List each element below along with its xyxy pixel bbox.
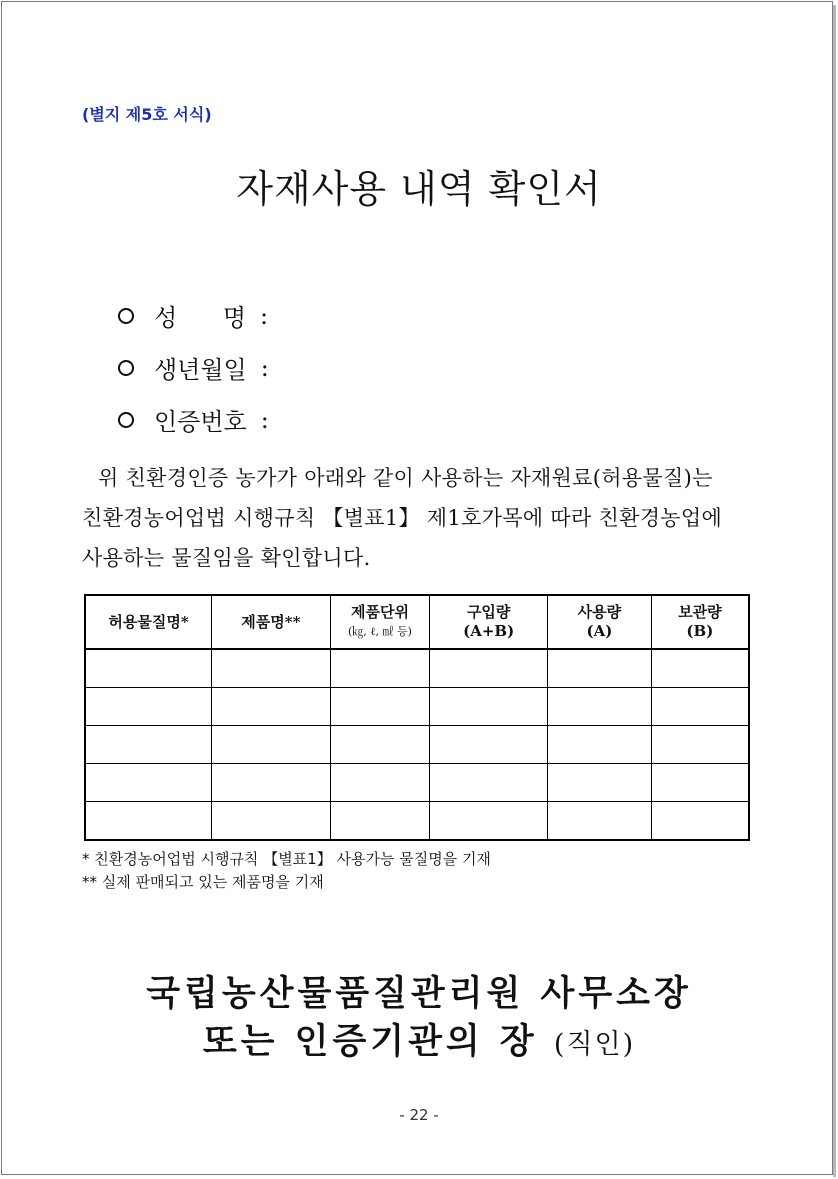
field-colon: : <box>260 353 269 382</box>
table-row <box>85 726 749 764</box>
table-cell[interactable] <box>651 649 749 688</box>
field-colon: : <box>260 301 269 330</box>
signature-authority: 또는 인증기관의 장 <box>202 1021 538 1062</box>
table-header-row <box>85 595 749 649</box>
table-cell[interactable] <box>548 764 652 802</box>
materials-table <box>84 594 750 841</box>
header-stored-qty: 보관량 (B) <box>651 595 749 649</box>
table-cell[interactable] <box>85 764 212 802</box>
circle-bullet-icon <box>118 412 134 428</box>
field-label-cert-number: 인증번호 <box>154 408 247 436</box>
table-cell[interactable] <box>212 802 331 841</box>
table-cell[interactable] <box>212 764 331 802</box>
table-cell[interactable] <box>651 802 749 841</box>
table-cell[interactable] <box>330 802 430 841</box>
header-product-unit: 제품단위 (㎏, ℓ, ㎖ 등) <box>330 595 430 649</box>
footnote-1: * 친환경농어업법 시행규칙 【별표1】 사용가능 물질명을 기재 <box>82 850 491 868</box>
table-cell[interactable] <box>651 726 749 764</box>
header-material-name: 허용물질명* <box>85 595 212 649</box>
confirmation-text <box>82 458 758 578</box>
field-cert-number <box>118 402 269 437</box>
form-number: (별지 제5호 서식) <box>82 105 212 124</box>
body-line-3: 사용하는 물질임을 확인합니다. <box>82 546 371 570</box>
table-cell[interactable] <box>548 802 652 841</box>
signature-line-1: 국립농산물품질관리원 사무소장 <box>146 973 692 1014</box>
table-row <box>85 764 749 802</box>
field-label-birthdate: 생년월일 <box>154 356 247 384</box>
table-cell[interactable] <box>85 649 212 688</box>
header-purchase-qty: 구입량 (A+B) <box>430 595 548 649</box>
table-cell[interactable] <box>85 802 212 841</box>
official-seal-label: (직인) <box>553 1029 636 1060</box>
table-cell[interactable] <box>330 649 430 688</box>
table-row <box>85 688 749 726</box>
table-cell[interactable] <box>651 688 749 726</box>
table-cell[interactable] <box>212 649 331 688</box>
field-name <box>118 298 268 333</box>
page-number: - 22 - <box>399 1106 439 1124</box>
circle-bullet-icon <box>118 360 134 376</box>
header-unit-sub: (㎏, ℓ, ㎖ 등) <box>347 625 412 638</box>
field-colon: : <box>260 405 269 434</box>
table-cell[interactable] <box>430 764 548 802</box>
header-stored-sub: (B) <box>686 622 714 640</box>
table-cell[interactable] <box>548 726 652 764</box>
table-cell[interactable] <box>330 726 430 764</box>
circle-bullet-icon <box>118 308 134 324</box>
body-line-2: 친환경농어업법 시행규칙 【별표1】 제1호가목에 따라 친환경농업에 <box>82 506 723 530</box>
signature-line-2 <box>0 1018 838 1069</box>
header-product-name: 제품명** <box>212 595 331 649</box>
footnotes <box>82 848 491 894</box>
table-cell[interactable] <box>330 764 430 802</box>
field-label-name: 성 명 <box>154 304 246 332</box>
table-cell[interactable] <box>651 764 749 802</box>
header-used-qty: 사용량 (A) <box>548 595 652 649</box>
table-cell[interactable] <box>430 726 548 764</box>
table-cell[interactable] <box>548 649 652 688</box>
table-cell[interactable] <box>212 726 331 764</box>
signature-block <box>0 970 838 1069</box>
table-cell[interactable] <box>430 802 548 841</box>
body-line-1: 위 친환경인증 농가가 아래와 같이 사용하는 자재원료(허용물질)는 <box>98 466 713 490</box>
footnote-2: ** 실제 판매되고 있는 제품명을 기재 <box>82 873 324 891</box>
table-cell[interactable] <box>330 688 430 726</box>
table-cell[interactable] <box>430 688 548 726</box>
table-cell[interactable] <box>85 726 212 764</box>
table-cell[interactable] <box>85 688 212 726</box>
field-birthdate <box>118 350 269 385</box>
table-row <box>85 649 749 688</box>
table-row <box>85 802 749 841</box>
table-cell[interactable] <box>548 688 652 726</box>
table-cell[interactable] <box>212 688 331 726</box>
header-used-sub: (A) <box>586 622 613 640</box>
table-cell[interactable] <box>430 649 548 688</box>
document-title: 자재사용 내역 확인서 <box>236 167 602 211</box>
header-purchase-sub: (A+B) <box>463 622 515 640</box>
